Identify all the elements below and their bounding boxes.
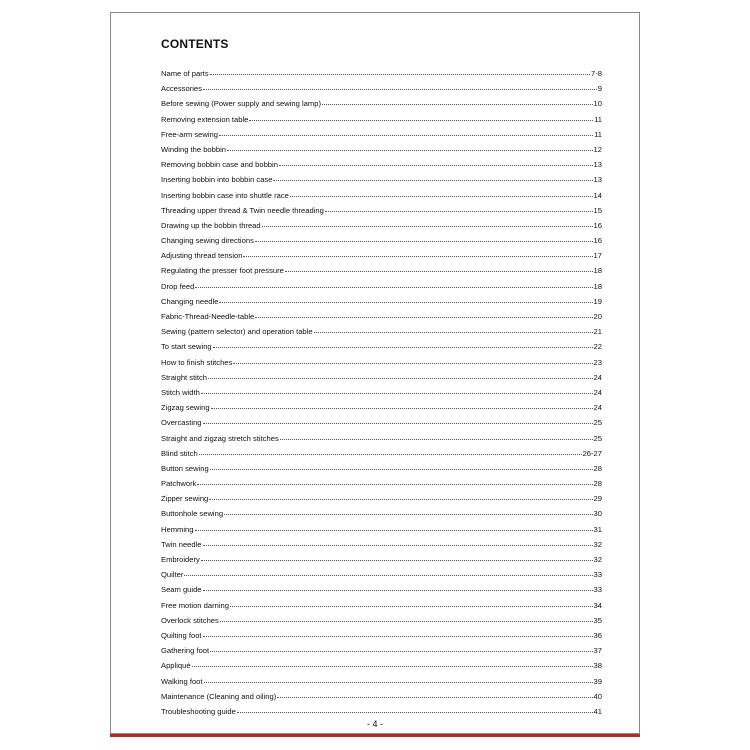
toc-entry-label: Straight stitch (161, 372, 208, 382)
toc-entry-label: How to finish stitches (161, 357, 233, 367)
toc-entry (161, 661, 602, 676)
dot-leader (233, 363, 592, 364)
toc-entry (161, 585, 602, 600)
toc-entry (161, 297, 602, 312)
toc-entry (161, 479, 602, 494)
dot-leader (285, 271, 593, 272)
dot-leader (262, 226, 593, 227)
toc-entry-label: Inserting bobbin case into shuttle race (161, 190, 289, 200)
toc-entry (161, 206, 602, 221)
dot-leader (208, 378, 593, 379)
dot-leader (195, 287, 592, 288)
toc-entry (161, 434, 602, 449)
toc-entry-page: 22 (593, 342, 602, 352)
toc-entry-label: Troubleshooting guide (161, 706, 236, 716)
toc-entry-page: 12 (593, 144, 602, 154)
dot-leader (243, 256, 592, 257)
toc-entry (161, 540, 602, 555)
dot-leader (201, 560, 593, 561)
toc-entry-label: Name of parts (161, 69, 209, 78)
toc-entry (161, 509, 602, 524)
toc-entry (161, 525, 602, 540)
toc-entry-label: Hemming (161, 524, 194, 534)
table-of-contents (161, 69, 602, 722)
toc-entry (161, 616, 602, 631)
toc-entry (161, 631, 602, 646)
toc-entry (161, 69, 602, 84)
toc-entry (161, 601, 602, 616)
dot-leader (227, 150, 593, 151)
toc-entry-page: 21 (593, 327, 602, 337)
toc-entry (161, 692, 602, 707)
document-page (110, 12, 640, 734)
toc-entry-label: Regulating the presser foot pressure (161, 266, 284, 276)
dot-leader (255, 317, 592, 318)
toc-entry (161, 464, 602, 479)
toc-entry-label: Overlock stitches (161, 615, 219, 625)
dot-leader (249, 120, 593, 121)
toc-entry-page: 25 (593, 433, 602, 443)
toc-entry-page: 10 (593, 99, 602, 109)
toc-entry-page: 37 (593, 646, 602, 656)
toc-entry (161, 494, 602, 509)
toc-entry-page: 31 (593, 524, 602, 534)
toc-entry-page: 14 (593, 190, 602, 200)
toc-entry-label: Drop feed (161, 281, 195, 291)
toc-entry-label: Removing bobbin case and bobbin (161, 160, 278, 170)
dot-leader (184, 575, 592, 576)
toc-entry-label: Quilting foot (161, 630, 202, 640)
toc-entry-page: 33 (593, 570, 602, 580)
toc-entry (161, 418, 602, 433)
dot-leader (197, 484, 592, 485)
toc-entry-page: 28 (593, 479, 602, 489)
toc-entry-page: 33 (593, 585, 602, 595)
toc-entry (161, 99, 602, 114)
toc-entry-page: 40 (593, 691, 602, 701)
toc-entry-label: Quilter (161, 570, 184, 580)
dot-leader (314, 332, 593, 333)
dot-leader (280, 439, 593, 440)
toc-entry-label: Changing needle (161, 296, 219, 306)
toc-entry-page: 29 (593, 494, 602, 504)
toc-entry-page: 24 (593, 372, 602, 382)
toc-entry (161, 449, 602, 464)
toc-entry-label: Before sewing (Power supply and sewing lamp) (161, 99, 321, 109)
dot-leader (203, 590, 593, 591)
toc-entry-label: Button sewing (161, 463, 209, 473)
dot-leader (204, 682, 593, 683)
toc-entry-page: 39 (593, 676, 602, 686)
toc-entry-page: 32 (593, 555, 602, 564)
toc-entry-page: 25 (593, 418, 602, 428)
toc-entry-page: 30 (593, 509, 602, 519)
toc-entry-page: 15 (593, 205, 602, 215)
toc-entry (161, 84, 602, 99)
toc-entry-label: Accessories (161, 84, 202, 94)
toc-entry (161, 130, 602, 145)
toc-entry (161, 570, 602, 585)
toc-entry (161, 677, 602, 692)
contents-title: CONTENTS (161, 37, 229, 51)
toc-entry-label: Appliqué (161, 661, 191, 671)
dot-leader (211, 408, 593, 409)
dot-leader (273, 180, 592, 181)
toc-entry (161, 646, 602, 661)
toc-entry-page: 28 (593, 463, 602, 473)
toc-entry-page: 38 (593, 661, 602, 671)
toc-entry-page: 24 (593, 403, 602, 413)
toc-entry-page: 18 (593, 266, 602, 276)
toc-entry-label: Twin needle (161, 539, 202, 549)
dot-leader (290, 196, 593, 197)
page-bottom-edge (110, 734, 640, 737)
toc-entry-label: Buttonhole sewing (161, 509, 224, 519)
toc-entry-page: 34 (593, 600, 602, 610)
toc-entry-page: 20 (593, 312, 602, 321)
toc-entry-page: 16 (593, 220, 602, 230)
toc-entry-label: Overcasting (161, 418, 202, 428)
toc-entry (161, 175, 602, 190)
toc-entry-page: 19 (593, 296, 602, 306)
dot-leader (192, 666, 593, 667)
toc-entry-label: Embroidery (161, 555, 200, 564)
dot-leader (279, 165, 593, 166)
dot-leader (277, 697, 592, 698)
toc-entry-label: Winding the bobbin (161, 144, 227, 154)
toc-entry-page: 7-8 (591, 69, 602, 78)
toc-entry-label: Free motion darning (161, 600, 229, 610)
toc-entry (161, 373, 602, 388)
toc-entry-label: Sewing (pattern selector) and operation table (161, 327, 313, 337)
toc-entry (161, 342, 602, 357)
toc-entry-label: Maintenance (Cleaning and oiling) (161, 691, 277, 701)
dot-leader (203, 545, 593, 546)
toc-entry-label: Straight and zigzag stretch stitches (161, 433, 279, 443)
dot-leader (201, 393, 593, 394)
dot-leader (195, 530, 593, 531)
dot-leader (224, 514, 592, 515)
toc-entry (161, 327, 602, 342)
dot-leader (219, 135, 593, 136)
page-number: - 4 - (366, 719, 383, 729)
dot-leader (209, 499, 592, 500)
dot-leader (210, 469, 593, 470)
toc-entry-label: Blind stitch (161, 448, 198, 458)
toc-entry (161, 555, 602, 570)
toc-entry-page: 18 (593, 281, 602, 291)
toc-entry (161, 236, 602, 251)
toc-entry-page: 35 (593, 615, 602, 625)
toc-entry-label: Adjusting thread tension (161, 251, 243, 261)
toc-entry-label: Seam guide (161, 585, 202, 595)
dot-leader (237, 712, 593, 713)
toc-entry-label: To start sewing (161, 342, 212, 352)
dot-leader (255, 241, 593, 242)
toc-entry (161, 358, 602, 373)
toc-entry-page: 26-27 (582, 448, 602, 458)
toc-entry-label: Zigzag sewing (161, 403, 210, 413)
toc-entry-page: 41 (593, 706, 602, 716)
toc-entry-page: 13 (593, 175, 602, 185)
toc-entry (161, 388, 602, 403)
toc-entry (161, 282, 602, 297)
toc-entry-page: 23 (593, 357, 602, 367)
toc-entry-page: 16 (593, 236, 602, 246)
toc-entry-page: 9 (597, 84, 602, 94)
dot-leader (203, 636, 593, 637)
dot-leader (219, 302, 592, 303)
toc-entry-page: 11 (594, 114, 602, 124)
dot-leader (213, 347, 593, 348)
toc-entry-page: 36 (593, 630, 602, 640)
toc-entry (161, 160, 602, 175)
dot-leader (322, 104, 593, 105)
toc-entry-page: 17 (593, 251, 602, 261)
dot-leader (220, 621, 593, 622)
dot-leader (203, 423, 593, 424)
toc-entry (161, 191, 602, 206)
toc-entry-page: 13 (593, 160, 602, 170)
toc-entry-label: Removing extension table (161, 114, 249, 124)
toc-entry-page: 11 (594, 129, 602, 139)
toc-entry-label: Inserting bobbin into bobbin case (161, 175, 273, 185)
toc-entry-label: Walking foot (161, 676, 203, 686)
toc-entry-page: 32 (593, 539, 602, 549)
toc-entry (161, 221, 602, 236)
toc-entry-label: Fabric-Thread-Needle-table (161, 312, 255, 321)
toc-entry-label: Changing sewing directions (161, 236, 254, 246)
toc-entry (161, 115, 602, 130)
toc-entry-label: Threading upper thread & Twin needle threading (161, 205, 324, 215)
toc-entry-label: Stitch width (161, 387, 200, 397)
dot-leader (199, 454, 582, 455)
toc-entry-page: 24 (593, 387, 602, 397)
toc-entry-label: Zipper sewing (161, 494, 209, 504)
dot-leader (203, 89, 597, 90)
toc-entry (161, 145, 602, 160)
dot-leader (325, 211, 593, 212)
toc-entry (161, 312, 602, 327)
dot-leader (210, 74, 590, 75)
dot-leader (210, 651, 592, 652)
toc-entry (161, 403, 602, 418)
toc-entry-label: Gathering foot (161, 646, 210, 656)
toc-entry-label: Free-arm sewing (161, 129, 218, 139)
toc-entry-label: Patchwork (161, 479, 197, 489)
dot-leader (230, 606, 593, 607)
toc-entry-label: Drawing up the bobbin thread (161, 220, 261, 230)
toc-entry (161, 266, 602, 281)
toc-entry (161, 251, 602, 266)
